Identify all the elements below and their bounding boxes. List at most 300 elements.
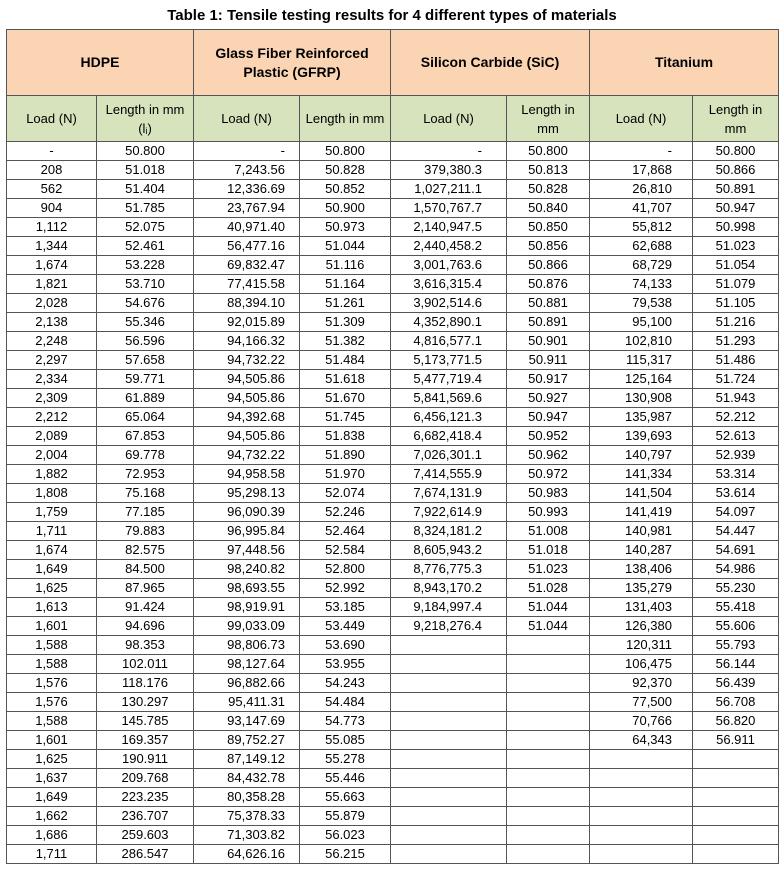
sic-load-cell xyxy=(391,788,507,807)
sic-length-cell: 50.983 xyxy=(507,484,590,503)
material-header-hdpe: HDPE xyxy=(7,30,194,96)
titanium-length-cell: 56.820 xyxy=(693,712,779,731)
gfrp-length-cell: 51.838 xyxy=(300,427,391,446)
sic-load-cell xyxy=(391,693,507,712)
table-row xyxy=(7,503,779,522)
sic-length-cell: 51.044 xyxy=(507,617,590,636)
sic-load-cell: 3,902,514.6 xyxy=(391,294,507,313)
sic-load-cell: 3,001,763.6 xyxy=(391,256,507,275)
hdpe-length-cell: 65.064 xyxy=(97,408,194,427)
sic-length-cell: 50.993 xyxy=(507,503,590,522)
hdpe-load-cell: 1,601 xyxy=(7,731,97,750)
sic-load-cell: 7,674,131.9 xyxy=(391,484,507,503)
gfrp-load-cell: 92,015.89 xyxy=(194,313,300,332)
sic-load-cell xyxy=(391,845,507,864)
gfrp-length-cell: 52.992 xyxy=(300,579,391,598)
sic-length-cell xyxy=(507,845,590,864)
hdpe-length-cell: 51.785 xyxy=(97,199,194,218)
gfrp-load-cell: - xyxy=(194,142,300,161)
gfrp-length-cell: 55.879 xyxy=(300,807,391,826)
gfrp-load-cell: 95,298.13 xyxy=(194,484,300,503)
gfrp-length-cell: 51.116 xyxy=(300,256,391,275)
gfrp-load-cell: 23,767.94 xyxy=(194,199,300,218)
titanium-load-cell xyxy=(590,750,693,769)
table-title: Table 1: Tensile testing results for 4 different types of materials xyxy=(167,7,617,24)
titanium-load-cell: 120,311 xyxy=(590,636,693,655)
titanium-load-cell: 74,133 xyxy=(590,275,693,294)
table-row xyxy=(7,294,779,313)
column-header: Load (N) xyxy=(194,96,300,142)
gfrp-length-cell: 51.164 xyxy=(300,275,391,294)
hdpe-length-cell: 72.953 xyxy=(97,465,194,484)
table-row xyxy=(7,446,779,465)
gfrp-load-cell: 84,432.78 xyxy=(194,769,300,788)
table-row xyxy=(7,313,779,332)
hdpe-length-cell: 61.889 xyxy=(97,389,194,408)
hdpe-load-cell: 1,674 xyxy=(7,541,97,560)
titanium-length-cell xyxy=(693,845,779,864)
titanium-length-cell: 56.708 xyxy=(693,693,779,712)
hdpe-load-cell: 1,625 xyxy=(7,579,97,598)
gfrp-load-cell: 88,394.10 xyxy=(194,294,300,313)
sic-length-cell: 50.972 xyxy=(507,465,590,484)
hdpe-length-cell: 75.168 xyxy=(97,484,194,503)
gfrp-load-cell: 94,392.68 xyxy=(194,408,300,427)
table-row xyxy=(7,598,779,617)
table-row xyxy=(7,541,779,560)
hdpe-load-cell: 1,625 xyxy=(7,750,97,769)
titanium-load-cell: 140,797 xyxy=(590,446,693,465)
gfrp-load-cell: 75,378.33 xyxy=(194,807,300,826)
hdpe-length-cell: 67.853 xyxy=(97,427,194,446)
hdpe-length-cell: 91.424 xyxy=(97,598,194,617)
hdpe-load-cell: 1,576 xyxy=(7,674,97,693)
titanium-load-cell: 68,729 xyxy=(590,256,693,275)
hdpe-load-cell: 208 xyxy=(7,161,97,180)
gfrp-load-cell: 94,505.86 xyxy=(194,389,300,408)
gfrp-load-cell: 87,149.12 xyxy=(194,750,300,769)
gfrp-load-cell: 94,732.22 xyxy=(194,446,300,465)
titanium-load-cell: 131,403 xyxy=(590,598,693,617)
titanium-load-cell xyxy=(590,769,693,788)
table-row xyxy=(7,693,779,712)
table-row xyxy=(7,142,779,161)
gfrp-load-cell: 95,411.31 xyxy=(194,693,300,712)
column-header-row xyxy=(7,96,779,142)
material-header-sic: Silicon Carbide (SiC) xyxy=(391,30,590,96)
hdpe-load-cell: 2,212 xyxy=(7,408,97,427)
sic-length-cell: 50.947 xyxy=(507,408,590,427)
hdpe-load-cell: 1,588 xyxy=(7,655,97,674)
titanium-load-cell: 141,504 xyxy=(590,484,693,503)
gfrp-length-cell: 53.955 xyxy=(300,655,391,674)
titanium-length-cell: 54.447 xyxy=(693,522,779,541)
table-row xyxy=(7,370,779,389)
table-row xyxy=(7,256,779,275)
hdpe-length-cell: 53.228 xyxy=(97,256,194,275)
hdpe-load-cell: 1,613 xyxy=(7,598,97,617)
titanium-length-cell: 53.314 xyxy=(693,465,779,484)
gfrp-load-cell: 94,166.32 xyxy=(194,332,300,351)
titanium-load-cell: 70,766 xyxy=(590,712,693,731)
sic-load-cell: 8,324,181.2 xyxy=(391,522,507,541)
hdpe-length-cell: 98.353 xyxy=(97,636,194,655)
hdpe-length-cell: 169.357 xyxy=(97,731,194,750)
titanium-load-cell: 141,334 xyxy=(590,465,693,484)
hdpe-load-cell: 1,711 xyxy=(7,845,97,864)
hdpe-load-cell: 1,686 xyxy=(7,826,97,845)
titanium-load-cell: 135,987 xyxy=(590,408,693,427)
sic-length-cell: 51.028 xyxy=(507,579,590,598)
gfrp-length-cell: 50.800 xyxy=(300,142,391,161)
sic-length-cell xyxy=(507,750,590,769)
titanium-length-cell: 52.212 xyxy=(693,408,779,427)
hdpe-load-cell: 2,297 xyxy=(7,351,97,370)
titanium-load-cell: - xyxy=(590,142,693,161)
titanium-length-cell: 50.947 xyxy=(693,199,779,218)
sic-load-cell: 9,184,997.4 xyxy=(391,598,507,617)
gfrp-length-cell: 51.309 xyxy=(300,313,391,332)
titanium-load-cell: 138,406 xyxy=(590,560,693,579)
hdpe-load-cell: 1,637 xyxy=(7,769,97,788)
sic-load-cell xyxy=(391,712,507,731)
titanium-length-cell: 52.613 xyxy=(693,427,779,446)
gfrp-load-cell: 80,358.28 xyxy=(194,788,300,807)
hdpe-length-cell: 77.185 xyxy=(97,503,194,522)
table-row xyxy=(7,427,779,446)
sic-load-cell xyxy=(391,731,507,750)
titanium-length-cell: 50.866 xyxy=(693,161,779,180)
titanium-load-cell: 106,475 xyxy=(590,655,693,674)
sic-load-cell xyxy=(391,807,507,826)
sic-length-cell: 51.018 xyxy=(507,541,590,560)
table-row xyxy=(7,161,779,180)
hdpe-load-cell: 2,004 xyxy=(7,446,97,465)
sic-load-cell xyxy=(391,769,507,788)
titanium-load-cell: 79,538 xyxy=(590,294,693,313)
table-row xyxy=(7,579,779,598)
gfrp-length-cell: 51.970 xyxy=(300,465,391,484)
hdpe-length-cell: 209.768 xyxy=(97,769,194,788)
table-row xyxy=(7,731,779,750)
sic-length-cell xyxy=(507,788,590,807)
gfrp-load-cell: 94,505.86 xyxy=(194,370,300,389)
sic-load-cell: 7,922,614.9 xyxy=(391,503,507,522)
gfrp-length-cell: 53.185 xyxy=(300,598,391,617)
sic-length-cell: 50.927 xyxy=(507,389,590,408)
hdpe-length-cell: 52.461 xyxy=(97,237,194,256)
titanium-load-cell: 135,279 xyxy=(590,579,693,598)
table-row xyxy=(7,332,779,351)
sic-length-cell: 50.828 xyxy=(507,180,590,199)
gfrp-length-cell: 50.900 xyxy=(300,199,391,218)
sic-load-cell: 1,570,767.7 xyxy=(391,199,507,218)
gfrp-length-cell: 55.663 xyxy=(300,788,391,807)
gfrp-length-cell: 51.618 xyxy=(300,370,391,389)
sic-length-cell: 50.850 xyxy=(507,218,590,237)
gfrp-load-cell: 94,732.22 xyxy=(194,351,300,370)
titanium-length-cell: 54.691 xyxy=(693,541,779,560)
sic-length-cell: 51.023 xyxy=(507,560,590,579)
column-header: Length in mm xyxy=(507,96,590,142)
titanium-length-cell: 51.023 xyxy=(693,237,779,256)
table-row xyxy=(7,807,779,826)
titanium-length-cell: 55.793 xyxy=(693,636,779,655)
table-row xyxy=(7,826,779,845)
hdpe-length-cell: 82.575 xyxy=(97,541,194,560)
table-row xyxy=(7,636,779,655)
sic-length-cell xyxy=(507,769,590,788)
titanium-load-cell: 115,317 xyxy=(590,351,693,370)
sic-load-cell: 379,380.3 xyxy=(391,161,507,180)
hdpe-length-cell: 57.658 xyxy=(97,351,194,370)
titanium-load-cell: 130,908 xyxy=(590,389,693,408)
sic-load-cell: 5,477,719.4 xyxy=(391,370,507,389)
sic-length-cell: 51.044 xyxy=(507,598,590,617)
sic-load-cell: 2,440,458.2 xyxy=(391,237,507,256)
hdpe-length-cell: 54.676 xyxy=(97,294,194,313)
sic-length-cell: 50.891 xyxy=(507,313,590,332)
table-row xyxy=(7,484,779,503)
hdpe-load-cell: 1,674 xyxy=(7,256,97,275)
titanium-length-cell: 56.439 xyxy=(693,674,779,693)
gfrp-length-cell: 55.278 xyxy=(300,750,391,769)
titanium-length-cell xyxy=(693,826,779,845)
table-row xyxy=(7,465,779,484)
hdpe-load-cell: 2,028 xyxy=(7,294,97,313)
gfrp-length-cell: 52.246 xyxy=(300,503,391,522)
gfrp-length-cell: 55.446 xyxy=(300,769,391,788)
sic-length-cell: 50.962 xyxy=(507,446,590,465)
column-header: Length in mm xyxy=(300,96,391,142)
sic-length-cell: 50.800 xyxy=(507,142,590,161)
titanium-load-cell: 95,100 xyxy=(590,313,693,332)
gfrp-load-cell: 12,336.69 xyxy=(194,180,300,199)
gfrp-length-cell: 50.973 xyxy=(300,218,391,237)
hdpe-length-cell: 118.176 xyxy=(97,674,194,693)
gfrp-load-cell: 40,971.40 xyxy=(194,218,300,237)
hdpe-length-cell: 69.778 xyxy=(97,446,194,465)
hdpe-load-cell: 1,759 xyxy=(7,503,97,522)
hdpe-load-cell: 1,649 xyxy=(7,788,97,807)
sic-length-cell: 50.813 xyxy=(507,161,590,180)
tensile-results-table xyxy=(6,29,779,864)
gfrp-load-cell: 96,090.39 xyxy=(194,503,300,522)
gfrp-load-cell: 77,415.58 xyxy=(194,275,300,294)
gfrp-length-cell: 52.800 xyxy=(300,560,391,579)
titanium-length-cell: 51.486 xyxy=(693,351,779,370)
titanium-load-cell: 140,287 xyxy=(590,541,693,560)
table-row xyxy=(7,389,779,408)
titanium-load-cell: 41,707 xyxy=(590,199,693,218)
titanium-length-cell: 56.144 xyxy=(693,655,779,674)
hdpe-load-cell: 1,821 xyxy=(7,275,97,294)
sic-load-cell: 4,352,890.1 xyxy=(391,313,507,332)
titanium-length-cell: 50.800 xyxy=(693,142,779,161)
titanium-load-cell: 64,343 xyxy=(590,731,693,750)
sic-length-cell xyxy=(507,826,590,845)
titanium-length-cell: 51.054 xyxy=(693,256,779,275)
hdpe-length-cell: 53.710 xyxy=(97,275,194,294)
gfrp-load-cell: 98,693.55 xyxy=(194,579,300,598)
hdpe-length-cell: 145.785 xyxy=(97,712,194,731)
sic-length-cell: 50.917 xyxy=(507,370,590,389)
table-row xyxy=(7,788,779,807)
titanium-load-cell: 17,868 xyxy=(590,161,693,180)
gfrp-length-cell: 51.382 xyxy=(300,332,391,351)
hdpe-length-cell: 259.603 xyxy=(97,826,194,845)
titanium-length-cell: 51.079 xyxy=(693,275,779,294)
sic-length-cell xyxy=(507,693,590,712)
sic-length-cell: 50.911 xyxy=(507,351,590,370)
titanium-load-cell: 102,810 xyxy=(590,332,693,351)
gfrp-load-cell: 96,882.66 xyxy=(194,674,300,693)
sic-length-cell: 50.866 xyxy=(507,256,590,275)
sic-load-cell xyxy=(391,636,507,655)
sic-length-cell: 50.856 xyxy=(507,237,590,256)
table-body xyxy=(7,142,779,864)
sic-load-cell: 6,456,121.3 xyxy=(391,408,507,427)
sic-load-cell xyxy=(391,655,507,674)
gfrp-length-cell: 56.215 xyxy=(300,845,391,864)
material-header-row xyxy=(7,30,779,96)
gfrp-length-cell: 50.852 xyxy=(300,180,391,199)
titanium-load-cell: 140,981 xyxy=(590,522,693,541)
sic-load-cell: 8,943,170.2 xyxy=(391,579,507,598)
sic-load-cell xyxy=(391,674,507,693)
titanium-load-cell xyxy=(590,845,693,864)
hdpe-load-cell: 1,112 xyxy=(7,218,97,237)
gfrp-load-cell: 69,832.47 xyxy=(194,256,300,275)
sic-load-cell: 8,605,943.2 xyxy=(391,541,507,560)
titanium-length-cell: 54.097 xyxy=(693,503,779,522)
table-row xyxy=(7,655,779,674)
hdpe-length-cell: 84.500 xyxy=(97,560,194,579)
column-header: Load (N) xyxy=(7,96,97,142)
sic-load-cell: 4,816,577.1 xyxy=(391,332,507,351)
gfrp-load-cell: 56,477.16 xyxy=(194,237,300,256)
sic-length-cell: 50.840 xyxy=(507,199,590,218)
titanium-load-cell xyxy=(590,807,693,826)
gfrp-length-cell: 52.464 xyxy=(300,522,391,541)
table-row xyxy=(7,180,779,199)
titanium-length-cell: 55.418 xyxy=(693,598,779,617)
titanium-length-cell: 53.614 xyxy=(693,484,779,503)
gfrp-length-cell: 52.584 xyxy=(300,541,391,560)
gfrp-load-cell: 97,448.56 xyxy=(194,541,300,560)
titanium-load-cell: 26,810 xyxy=(590,180,693,199)
titanium-length-cell: 55.230 xyxy=(693,579,779,598)
gfrp-load-cell: 71,303.82 xyxy=(194,826,300,845)
table-row xyxy=(7,351,779,370)
table-row xyxy=(7,750,779,769)
sic-length-cell xyxy=(507,712,590,731)
table-row xyxy=(7,712,779,731)
titanium-length-cell: 55.606 xyxy=(693,617,779,636)
sic-load-cell: 9,218,276.4 xyxy=(391,617,507,636)
titanium-length-cell: 51.105 xyxy=(693,294,779,313)
titanium-length-cell: 51.216 xyxy=(693,313,779,332)
gfrp-load-cell: 64,626.16 xyxy=(194,845,300,864)
gfrp-length-cell: 50.828 xyxy=(300,161,391,180)
hdpe-load-cell: 1,344 xyxy=(7,237,97,256)
hdpe-load-cell: 562 xyxy=(7,180,97,199)
gfrp-load-cell: 98,806.73 xyxy=(194,636,300,655)
table-row xyxy=(7,769,779,788)
hdpe-load-cell: 1,808 xyxy=(7,484,97,503)
table-row xyxy=(7,617,779,636)
gfrp-length-cell: 54.243 xyxy=(300,674,391,693)
titanium-load-cell: 126,380 xyxy=(590,617,693,636)
hdpe-length-cell: 51.018 xyxy=(97,161,194,180)
hdpe-length-cell: 56.596 xyxy=(97,332,194,351)
hdpe-length-cell: 79.883 xyxy=(97,522,194,541)
hdpe-load-cell: 2,248 xyxy=(7,332,97,351)
table-row xyxy=(7,408,779,427)
hdpe-load-cell: 1,662 xyxy=(7,807,97,826)
sic-load-cell: 2,140,947.5 xyxy=(391,218,507,237)
sic-load-cell: 5,173,771.5 xyxy=(391,351,507,370)
sic-load-cell: - xyxy=(391,142,507,161)
hdpe-length-cell: 59.771 xyxy=(97,370,194,389)
titanium-length-cell: 54.986 xyxy=(693,560,779,579)
table-row xyxy=(7,237,779,256)
hdpe-load-cell: 2,309 xyxy=(7,389,97,408)
gfrp-load-cell: 99,033.09 xyxy=(194,617,300,636)
sic-load-cell xyxy=(391,826,507,845)
material-header-gfrp: Glass Fiber Reinforced Plastic (GFRP) xyxy=(194,30,391,96)
gfrp-load-cell: 94,958.58 xyxy=(194,465,300,484)
gfrp-length-cell: 51.261 xyxy=(300,294,391,313)
material-header-titanium: Titanium xyxy=(590,30,779,96)
sic-length-cell xyxy=(507,674,590,693)
hdpe-load-cell: 1,882 xyxy=(7,465,97,484)
gfrp-load-cell: 94,505.86 xyxy=(194,427,300,446)
gfrp-length-cell: 53.690 xyxy=(300,636,391,655)
hdpe-length-cell: 190.911 xyxy=(97,750,194,769)
gfrp-length-cell: 54.773 xyxy=(300,712,391,731)
gfrp-length-cell: 53.449 xyxy=(300,617,391,636)
hdpe-load-cell: 2,334 xyxy=(7,370,97,389)
hdpe-length-cell: 52.075 xyxy=(97,218,194,237)
titanium-length-cell xyxy=(693,750,779,769)
sic-load-cell: 3,616,315.4 xyxy=(391,275,507,294)
hdpe-length-cell: 94.696 xyxy=(97,617,194,636)
hdpe-load-cell: 1,588 xyxy=(7,636,97,655)
gfrp-length-cell: 51.484 xyxy=(300,351,391,370)
hdpe-load-cell: 2,089 xyxy=(7,427,97,446)
sic-length-cell: 50.901 xyxy=(507,332,590,351)
titanium-length-cell: 50.891 xyxy=(693,180,779,199)
gfrp-load-cell: 98,919.91 xyxy=(194,598,300,617)
column-header: Load (N) xyxy=(590,96,693,142)
sic-load-cell: 5,841,569.6 xyxy=(391,389,507,408)
gfrp-load-cell: 96,995.84 xyxy=(194,522,300,541)
titanium-length-cell: 50.998 xyxy=(693,218,779,237)
hdpe-load-cell: - xyxy=(7,142,97,161)
gfrp-length-cell: 51.670 xyxy=(300,389,391,408)
titanium-load-cell: 92,370 xyxy=(590,674,693,693)
table-row xyxy=(7,275,779,294)
sic-length-cell xyxy=(507,655,590,674)
sic-load-cell xyxy=(391,750,507,769)
gfrp-length-cell: 51.745 xyxy=(300,408,391,427)
hdpe-length-cell: 55.346 xyxy=(97,313,194,332)
sic-length-cell xyxy=(507,731,590,750)
column-header: Length in mm xyxy=(693,96,779,142)
table-row xyxy=(7,522,779,541)
gfrp-load-cell: 98,127.64 xyxy=(194,655,300,674)
